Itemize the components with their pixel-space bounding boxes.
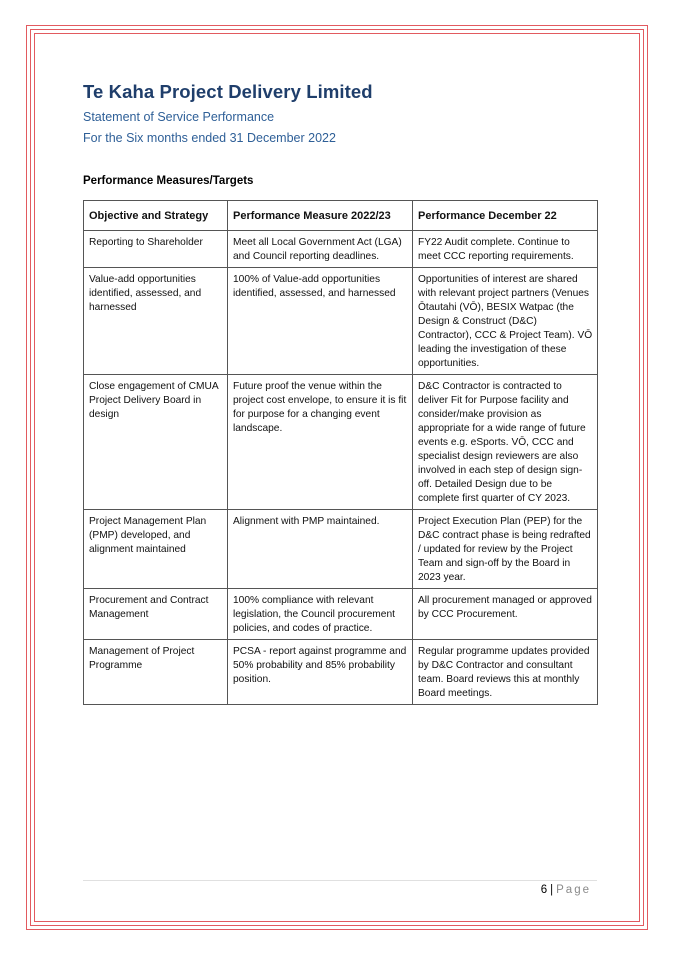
table-cell-measure: 100% of Value-add opportunities identified, assessed, and harnessed (228, 268, 413, 375)
table-cell-objective: Close engagement of CMUA Project Delivery Board in design (84, 375, 228, 510)
performance-table (83, 200, 598, 705)
column-header-measure: Performance Measure 2022/23 (228, 201, 413, 231)
footer-divider (83, 880, 597, 881)
table-cell-measure: Meet all Local Government Act (LGA) and Council reporting deadlines. (228, 231, 413, 268)
table-cell-performance: Regular programme updates provided by D&C Contractor and consultant team. Board reviews this at monthly Board meetings. (413, 640, 598, 705)
table-row (84, 640, 598, 705)
table-cell-performance: Opportunities of interest are shared with relevant project partners (Venues Ōtautahi (VŌ), BESIX Watpac (the Design & Construct (D&C) Contractor), CCC & Project Team). VŌ leading the investigation of these opportunities. (413, 268, 598, 375)
column-header-objective: Objective and Strategy (84, 201, 228, 231)
table-cell-measure: 100% compliance with relevant legislation, the Council procurement policies, and codes of practice. (228, 589, 413, 640)
table-cell-measure: PCSA - report against programme and 50% probability and 85% probability position. (228, 640, 413, 705)
page-label: Page (556, 884, 591, 896)
table-cell-objective: Value-add opportunities identified, assessed, and harnessed (84, 268, 228, 375)
column-header-performance: Performance December 22 (413, 201, 598, 231)
section-heading: Performance Measures/Targets (83, 175, 254, 187)
reporting-period: For the Six months ended 31 December 2022 (83, 131, 336, 145)
table-cell-objective: Procurement and Contract Management (84, 589, 228, 640)
table-cell-measure: Future proof the venue within the project cost envelope, to ensure it is fit for purpose for a changing event landscape. (228, 375, 413, 510)
page-footer (541, 884, 591, 896)
table-cell-performance: FY22 Audit complete. Continue to meet CCC reporting requirements. (413, 231, 598, 268)
table-row (84, 375, 598, 510)
page-separator: | (550, 884, 554, 896)
document-subtitle: Statement of Service Performance (83, 110, 275, 124)
table-row (84, 510, 598, 589)
page-number: 6 (540, 884, 548, 896)
document-title: Te Kaha Project Delivery Limited (83, 81, 373, 102)
table-cell-performance: All procurement managed or approved by CCC Procurement. (413, 589, 598, 640)
table-cell-performance: D&C Contractor is contracted to deliver Fit for Purpose facility and consider/make provision as appropriate for a wide range of future events e.g. eSports. VŌ, CCC and specialist design reviewers are also involved in each step of design sign-off. Detailed Design due to be complete first quarter of CY 2023. (413, 375, 598, 510)
table-cell-objective: Management of Project Programme (84, 640, 228, 705)
table-cell-objective: Reporting to Shareholder (84, 231, 228, 268)
table-row (84, 589, 598, 640)
table-cell-objective: Project Management Plan (PMP) developed, and alignment maintained (84, 510, 228, 589)
table-cell-performance: Project Execution Plan (PEP) for the D&C contract phase is being redrafted / updated for review by the Project Team and sign-off by the Board in 2023 year. (413, 510, 598, 589)
table-row (84, 268, 598, 375)
table-cell-measure: Alignment with PMP maintained. (228, 510, 413, 589)
table-header-row (84, 201, 598, 231)
table-row (84, 231, 598, 268)
